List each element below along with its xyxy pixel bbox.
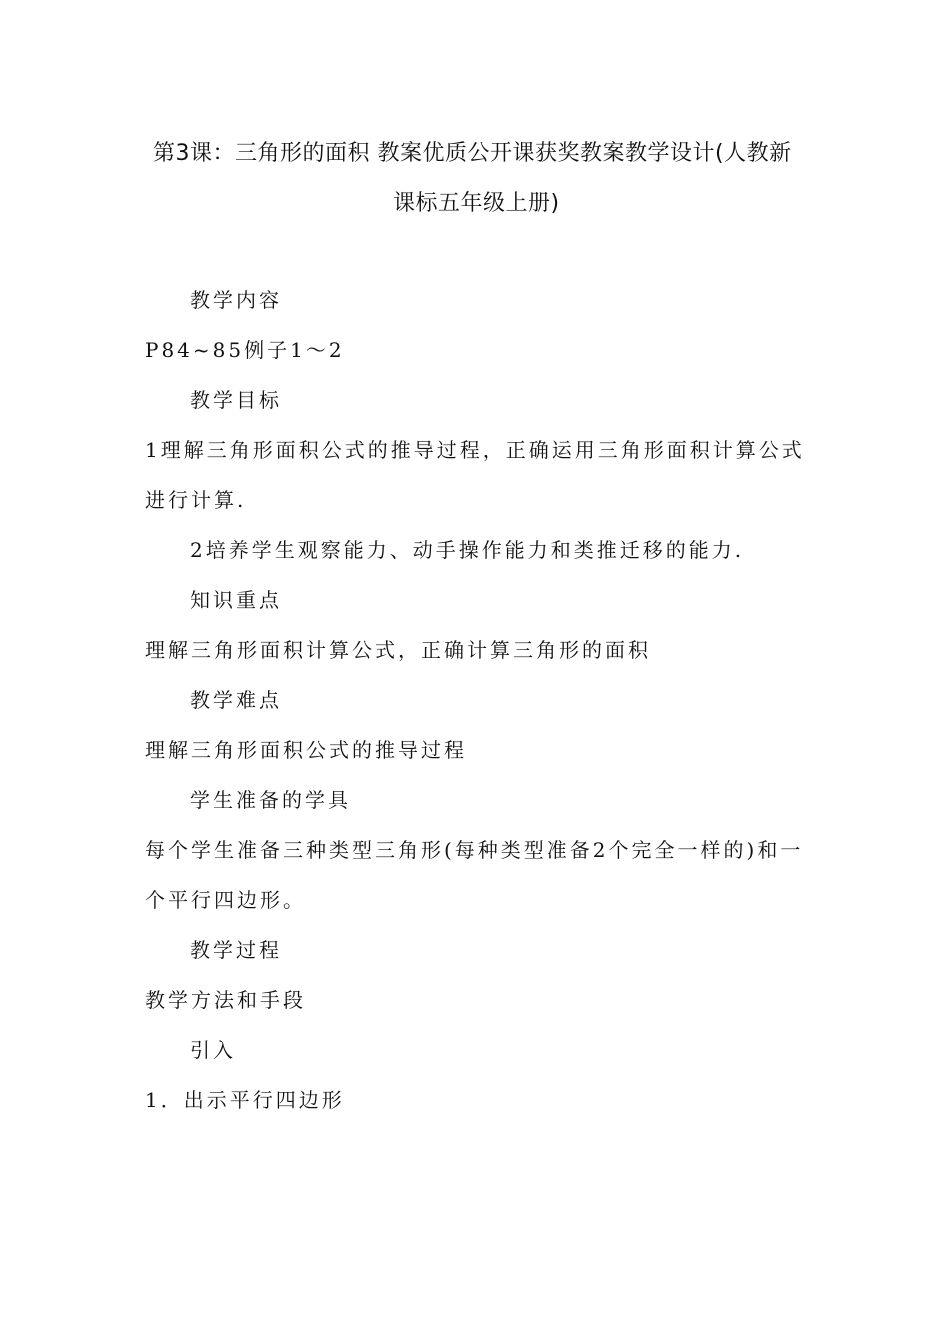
paragraph-methods: 教学方法和手段: [145, 988, 306, 1012]
heading-introduction: 引入: [190, 1038, 236, 1062]
paragraph-goal-1-cont: 进行计算.: [145, 488, 247, 512]
heading-teaching-process: 教学过程: [190, 938, 282, 962]
document-title-line-1: 第3课：三角形的面积 教案优质公开课获奖教案教学设计(人教新: [153, 141, 792, 166]
heading-key-points: 知识重点: [190, 588, 282, 612]
heading-teaching-goals: 教学目标: [190, 388, 282, 412]
heading-difficulties: 教学难点: [190, 688, 282, 712]
heading-student-materials: 学生准备的学具: [190, 788, 351, 812]
paragraph-materials: 每个学生准备三种类型三角形(每种类型准备2个完全一样的)和一: [145, 838, 804, 862]
paragraph-difficulties: 理解三角形面积公式的推导过程: [145, 738, 467, 762]
paragraph-materials-cont: 个平行四边形。: [145, 888, 306, 912]
paragraph-goal-1: 1理解三角形面积公式的推导过程，正确运用三角形面积计算公式: [145, 438, 805, 462]
paragraph-key-points: 理解三角形面积计算公式，正确计算三角形的面积: [145, 638, 651, 662]
paragraph-pages: P84~85例子1～2: [145, 338, 345, 362]
heading-teaching-content: 教学内容: [190, 288, 282, 312]
document-title-line-2: 课标五年级上册): [393, 191, 560, 216]
paragraph-step-1: 1．出示平行四边形: [145, 1088, 345, 1112]
paragraph-goal-2: 2培养学生观察能力、动手操作能力和类推迁移的能力.: [190, 538, 745, 562]
